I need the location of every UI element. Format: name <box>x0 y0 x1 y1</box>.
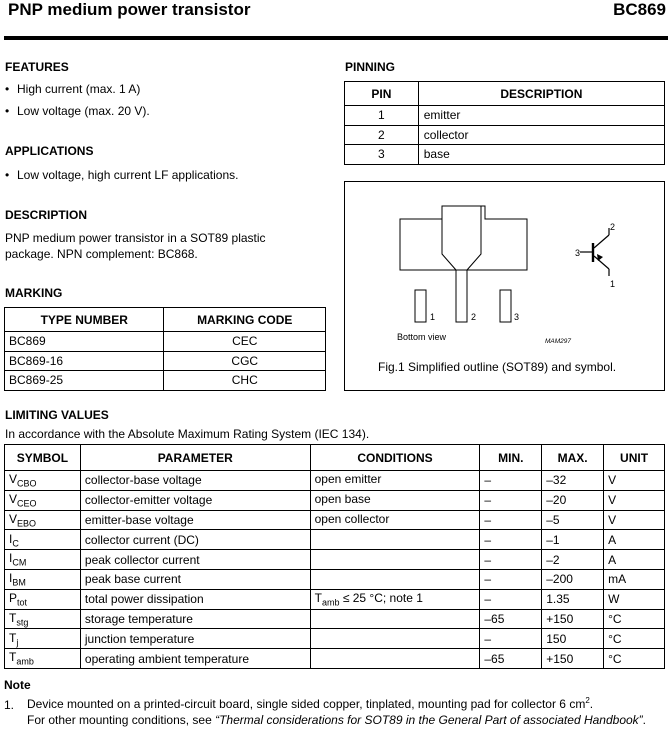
symbol-cell <box>5 649 81 669</box>
pin-description-cell: emitter <box>418 106 664 126</box>
pinning-table <box>344 81 665 165</box>
marking-code-cell: CGC <box>164 351 326 371</box>
conditions-text: open collector <box>314 511 390 526</box>
column-header: CONDITIONS <box>310 445 480 471</box>
pin-number-cell: 2 <box>345 125 419 145</box>
note-text: Device mounted on a printed-circuit board, single sided copper, tinplated, mounting pad for collector 6 cm <box>27 697 586 711</box>
collector-tab <box>442 206 481 322</box>
unit-cell: °C <box>604 649 665 669</box>
table-row <box>5 510 665 530</box>
symbol-subscript: tot <box>17 597 28 608</box>
conditions-cell <box>310 569 480 589</box>
symbol-subscript: C <box>12 537 19 548</box>
figure-caption: Fig.1 Simplified outline (SOT89) and symbol. <box>378 360 617 374</box>
marking-code-cell: CHC <box>164 371 326 391</box>
symbol-letter: V <box>9 511 18 526</box>
pin-number-cell: 1 <box>345 106 419 126</box>
conditions-cell <box>310 629 480 649</box>
parameter-cell <box>80 629 310 649</box>
column-header: PARAMETER <box>80 445 310 471</box>
note-line-2 <box>27 713 646 727</box>
conditions-text-end: ≤ 25 °C; note 1 <box>339 590 423 605</box>
note-superscript: 2 <box>585 696 590 705</box>
symbol-subscript: EBO <box>17 518 37 529</box>
feature-item: • Low voltage (max. 20 V). <box>5 104 150 118</box>
symbol-cell <box>5 471 81 491</box>
table-row <box>5 371 326 391</box>
min-cell: –65 <box>480 609 542 629</box>
type-number-cell: BC869-16 <box>5 351 164 371</box>
unit-cell: W <box>604 589 665 609</box>
column-header: SYMBOL <box>5 445 81 471</box>
parameter-cell <box>80 569 310 589</box>
max-cell: –2 <box>542 550 604 570</box>
conditions-cell <box>310 589 480 609</box>
column-header: DESCRIPTION <box>418 82 664 106</box>
parameter-text: collector-base voltage <box>84 473 202 488</box>
conditions-text: T <box>314 590 322 605</box>
symbol-cell <box>5 629 81 649</box>
table-row <box>5 649 665 669</box>
table-header-row <box>345 82 665 106</box>
column-header: MIN. <box>480 445 542 471</box>
parameter-cell <box>80 510 310 530</box>
max-cell: 150 <box>542 629 604 649</box>
min-cell: – <box>480 629 542 649</box>
table-row <box>5 351 326 371</box>
pin-description-cell: collector <box>418 125 664 145</box>
column-header: MAX. <box>542 445 604 471</box>
conditions-cell <box>310 490 480 510</box>
applications-heading: APPLICATIONS <box>5 144 94 158</box>
table-header-row <box>5 308 326 332</box>
parameter-text: operating ambient temperature <box>84 651 249 666</box>
table-row <box>5 530 665 550</box>
note-number: 1. <box>4 698 15 712</box>
max-cell: –32 <box>542 471 604 491</box>
parameter-text: total power dissipation <box>84 592 204 607</box>
parameter-text: peak base current <box>84 572 181 587</box>
unit-cell: V <box>604 471 665 491</box>
symbol-subscript: CBO <box>17 478 37 489</box>
parameter-cell <box>80 490 310 510</box>
conditions-text: open base <box>314 492 371 506</box>
symbol-cell <box>5 510 81 530</box>
table-header-row <box>5 445 665 471</box>
unit-cell: V <box>604 510 665 530</box>
parameter-text: storage temperature <box>84 611 193 626</box>
table-row <box>5 490 665 510</box>
conditions-cell <box>310 510 480 530</box>
symbol-letter: T <box>9 650 17 665</box>
unit-cell: V <box>604 490 665 510</box>
pin-3-lead <box>500 290 511 322</box>
column-header: MARKING CODE <box>164 308 326 332</box>
emitter-arrow-icon <box>597 254 603 261</box>
parameter-text: collector-emitter voltage <box>84 493 213 508</box>
symbol-letter: T <box>9 630 17 645</box>
parameter-text: peak collector current <box>84 552 200 567</box>
note-text: For other mounting conditions, see <box>27 713 216 727</box>
unit-cell: A <box>604 530 665 550</box>
symbol-letter: T <box>9 610 17 625</box>
parameter-cell <box>80 550 310 570</box>
pin-label: 3 <box>514 312 520 322</box>
marking-code-cell: CEC <box>164 332 326 352</box>
symbol-base-pin: 3 <box>575 248 581 258</box>
column-header: UNIT <box>604 445 665 471</box>
table-row <box>5 471 665 491</box>
max-cell: –20 <box>542 490 604 510</box>
application-item: • Low voltage, high current LF applications. <box>5 168 239 182</box>
parameter-text: collector current (DC) <box>84 532 199 547</box>
symbol-cell <box>5 569 81 589</box>
parameter-cell <box>80 649 310 669</box>
max-cell: –5 <box>542 510 604 530</box>
unit-cell: A <box>604 550 665 570</box>
pinning-heading: PINNING <box>345 60 396 74</box>
pin-description-cell: base <box>418 145 664 165</box>
table-row <box>345 125 665 145</box>
symbol-subscript: CEO <box>17 498 37 509</box>
marking-heading: MARKING <box>5 286 63 300</box>
max-cell: –200 <box>542 569 604 589</box>
min-cell: – <box>480 569 542 589</box>
symbol-cell <box>5 530 81 550</box>
max-cell: +150 <box>542 649 604 669</box>
column-header: TYPE NUMBER <box>5 308 164 332</box>
unit-cell: °C <box>604 609 665 629</box>
page-title: PNP medium power transistor <box>8 0 251 19</box>
feature-text: Low voltage (max. 20 V). <box>17 104 150 118</box>
symbol-subscript: j <box>16 636 19 647</box>
conditions-cell <box>310 530 480 550</box>
package-body <box>400 206 527 270</box>
parameter-cell <box>80 471 310 491</box>
symbol-cell <box>5 609 81 629</box>
part-number: BC869 <box>613 0 666 19</box>
max-cell: –1 <box>542 530 604 550</box>
marking-table <box>4 307 326 391</box>
conditions-text: open emitter <box>314 472 382 487</box>
symbol-cell <box>5 550 81 570</box>
symbol-cell <box>5 589 81 609</box>
min-cell: – <box>480 471 542 491</box>
conditions-cell <box>310 550 480 570</box>
min-cell: – <box>480 589 542 609</box>
pin-label: 2 <box>471 312 477 322</box>
table-row <box>345 145 665 165</box>
description-heading: DESCRIPTION <box>5 208 88 222</box>
parameter-cell <box>80 530 310 550</box>
limiting-values-table <box>4 444 665 669</box>
symbol-subscript: BM <box>12 577 26 588</box>
table-row <box>5 629 665 649</box>
symbol-letter: I <box>9 551 13 566</box>
table-row <box>5 589 665 609</box>
features-heading: FEATURES <box>5 60 69 74</box>
conditions-cell <box>310 609 480 629</box>
symbol-letter: I <box>9 531 13 546</box>
figure-box <box>344 181 665 391</box>
parameter-cell <box>80 609 310 629</box>
figure-code: MAM297 <box>545 338 572 345</box>
table-row <box>5 550 665 570</box>
bottom-view-label: Bottom view <box>397 332 447 342</box>
symbol-letter: P <box>9 590 18 605</box>
symbol-subscript: stg <box>16 617 29 628</box>
limiting-values-heading: LIMITING VALUES <box>5 408 109 422</box>
min-cell: – <box>480 530 542 550</box>
conditions-cell <box>310 471 480 491</box>
min-cell: – <box>480 550 542 570</box>
min-cell: – <box>480 490 542 510</box>
application-text: Low voltage, high current LF applications. <box>17 168 239 182</box>
symbol-subscript: amb <box>16 656 34 667</box>
min-cell: – <box>480 510 542 530</box>
pin-1-lead <box>415 290 426 322</box>
pin-label: 1 <box>430 312 436 322</box>
symbol-cell <box>5 490 81 510</box>
header-rule <box>4 36 668 40</box>
unit-cell: °C <box>604 629 665 649</box>
note-text-end: . <box>589 697 594 711</box>
note-line-1 <box>27 696 593 711</box>
limiting-values-body <box>5 471 665 669</box>
symbol-letter: I <box>9 571 13 586</box>
conditions-cell <box>310 649 480 669</box>
description-line: PNP medium power transistor in a SOT89 plastic <box>5 231 266 245</box>
symbol-subscript: CM <box>12 557 27 568</box>
max-cell: 1.35 <box>542 589 604 609</box>
unit-cell: mA <box>604 569 665 589</box>
symbol-letter: V <box>9 492 18 506</box>
parameter-text: emitter-base voltage <box>84 512 194 527</box>
table-row <box>5 569 665 589</box>
description-line: package. NPN complement: BC868. <box>5 247 198 261</box>
conditions-subscript: amb <box>321 597 340 608</box>
pin-number-cell: 3 <box>345 145 419 165</box>
type-number-cell: BC869-25 <box>5 371 164 391</box>
note-text-end: . <box>642 713 646 727</box>
note-italic-reference: “Thermal considerations for SOT89 in the General Part of associated Handbook” <box>215 713 643 727</box>
parameter-text: junction temperature <box>84 631 195 646</box>
pnp-transistor-symbol <box>580 228 609 276</box>
parameter-cell <box>80 589 310 609</box>
table-row <box>345 106 665 126</box>
table-row <box>5 609 665 629</box>
feature-text: High current (max. 1 A) <box>17 82 141 96</box>
table-row <box>5 332 326 352</box>
min-cell: –65 <box>480 649 542 669</box>
max-cell: +150 <box>542 609 604 629</box>
feature-item: • High current (max. 1 A) <box>5 82 141 96</box>
column-header: PIN <box>345 82 419 106</box>
symbol-letter: V <box>9 472 18 487</box>
type-number-cell: BC869 <box>5 332 164 352</box>
symbol-collector-pin: 2 <box>610 222 616 232</box>
limiting-values-intro: In accordance with the Absolute Maximum Rating System (IEC 134). <box>5 427 370 441</box>
note-heading: Note <box>4 678 31 692</box>
symbol-emitter-pin: 1 <box>610 279 616 289</box>
